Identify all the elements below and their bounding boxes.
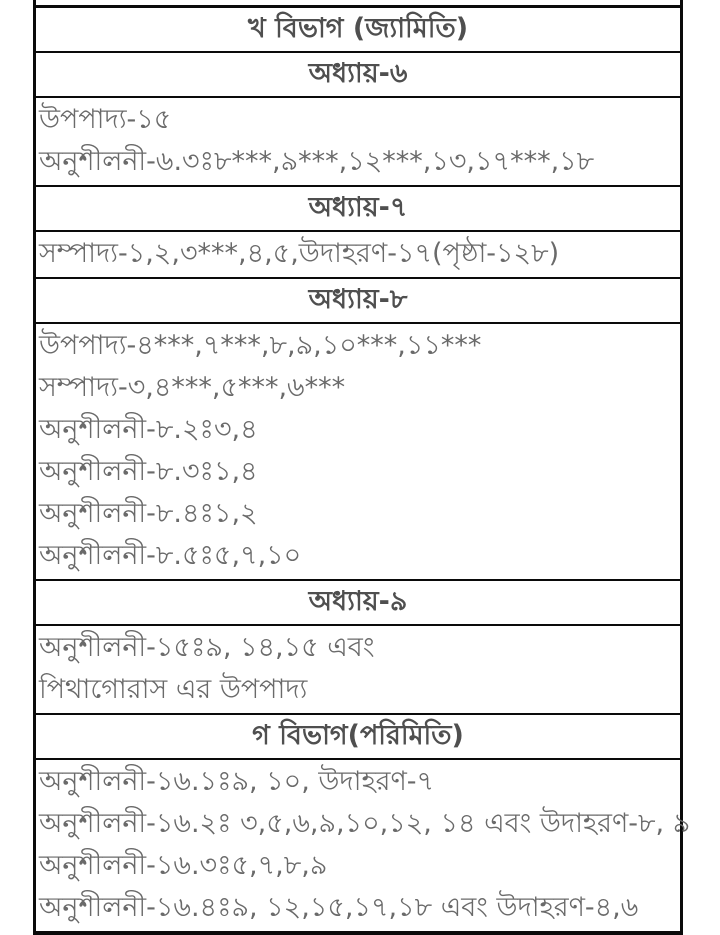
- content-row: [36, 230, 680, 277]
- section-header-row: [36, 579, 680, 624]
- section-header-text: অধ্যায়-৬: [308, 58, 408, 89]
- content-row: [36, 322, 680, 579]
- content-line: অনুশীলনী-১৬.১ঃ৯, ১০, উদাহরণ-৭: [39, 766, 435, 797]
- content-line: অনুশীলনী-৬.৩ঃ৮***,৯***,১২***,১৩,১৭***,১৮: [39, 146, 595, 177]
- section-header-text: অধ্যায়-৭: [308, 192, 408, 223]
- section-header-row: [36, 713, 680, 758]
- section-header-text: অধ্যায়-৯: [308, 586, 408, 617]
- section-header-text: গ বিভাগ(পরিমিতি): [252, 720, 464, 751]
- section-header-row: [36, 277, 680, 322]
- content-line: উপপাদ্য-৪***,৭***,৮,৯,১০***,১১***: [39, 330, 482, 361]
- content-line: পিথাগোরাস এর উপপাদ্য: [39, 674, 308, 705]
- content-line: অনুশীলনী-১৫ঃ৯, ১৪,১৫ এবং: [39, 632, 375, 663]
- content-line: উপপাদ্য-১৫: [39, 104, 172, 135]
- section-header-row: [36, 5, 680, 51]
- content-line: অনুশীলনী-৮.৫ঃ৫,৭,১০: [39, 540, 302, 571]
- syllabus-table: [33, 0, 691, 935]
- content-line: অনুশীলনী-১৬.২ঃ ৩,৫,৬,৯,১০,১২, ১৪ এবং উদাহরণ-৮, ৯: [39, 808, 691, 839]
- section-header-row: [36, 51, 680, 96]
- content-line: অনুশীলনী-৮.৪ঃ১,২: [39, 498, 258, 529]
- section-header-text: খ বিভাগ (জ্যামিতি): [247, 13, 469, 44]
- content-row: [36, 758, 691, 931]
- content-line: অনুশীলনী-১৬.৪ঃ৯, ১২,১৫,১৭,১৮ এবং উদাহরণ-৪,৬: [39, 892, 639, 923]
- content-line: সম্পাদ্য-৩,৪***,৫***,৬***: [39, 372, 346, 403]
- content-row: [36, 96, 680, 185]
- section-header-row: [36, 185, 680, 230]
- section-header-text: অধ্যায়-৮: [308, 284, 408, 315]
- content-line: অনুশীলনী-৮.৩ঃ১,৪: [39, 456, 258, 487]
- content-line: অনুশীলনী-৮.২ঃ৩,৪: [39, 414, 258, 445]
- content-line: সম্পাদ্য-১,২,৩***,৪,৫,উদাহরণ-১৭(পৃষ্ঠা-১২৮): [39, 238, 560, 269]
- content-row: [36, 624, 680, 713]
- content-line: অনুশীলনী-১৬.৩ঃ৫,৭,৮,৯: [39, 850, 328, 881]
